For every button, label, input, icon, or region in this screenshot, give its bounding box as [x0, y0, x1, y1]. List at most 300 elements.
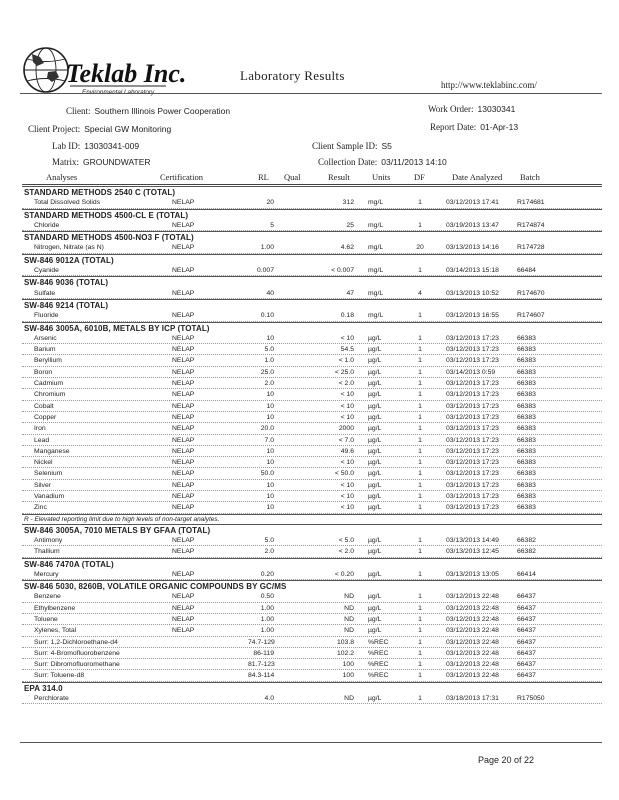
cell-analyte: Beryllium [34, 357, 62, 365]
col-batch: Batch [520, 172, 540, 182]
cell-date-analyzed: 03/12/2013 22:48 [446, 638, 499, 646]
cell-result: < 10 [340, 459, 354, 467]
footer-divider [20, 742, 602, 743]
cell-batch: 66437 [517, 661, 536, 669]
cell-rl: 5.0 [264, 536, 274, 544]
cell-result: ND [344, 627, 354, 635]
cell-result: < 10 [340, 481, 354, 489]
cell-date-analyzed: 03/12/2013 22:48 [446, 615, 499, 623]
cell-analyte: Ethylbenzene [34, 604, 76, 612]
cell-date-analyzed: 03/12/2013 17:23 [446, 357, 499, 365]
cell-certification: NELAP [172, 504, 195, 512]
cell-df: 1 [418, 357, 422, 365]
cell-certification: NELAP [172, 570, 195, 578]
cell-certification: NELAP [172, 402, 195, 410]
cell-rl: 25.0 [260, 368, 274, 376]
cell-certification: NELAP [172, 447, 195, 455]
cell-analyte: Benzene [34, 593, 61, 601]
cell-analyte: Chromium [34, 391, 66, 399]
cell-rl: 40 [266, 289, 274, 297]
cell-batch: R174670 [517, 289, 545, 297]
cell-df: 1 [418, 570, 422, 578]
table-row [22, 468, 602, 479]
cell-batch: 66437 [517, 615, 536, 623]
cell-batch: 66383 [517, 470, 536, 478]
cell-units: µg/L [368, 436, 382, 444]
cell-date-analyzed: 03/12/2013 16:55 [446, 312, 499, 320]
cell-rl: 0.50 [260, 593, 274, 601]
cell-df: 4 [418, 289, 422, 297]
table-row [22, 288, 602, 299]
sample-id-label: Client Sample ID: [312, 141, 378, 151]
cell-rl: 0.007 [256, 267, 274, 275]
cell-units: µg/L [368, 391, 382, 399]
cell-batch: 66383 [517, 413, 536, 421]
cell-batch: 66484 [517, 267, 536, 275]
table-row [22, 546, 602, 557]
cell-df: 1 [418, 604, 422, 612]
cell-df: 1 [418, 413, 422, 421]
cell-date-analyzed: 03/12/2013 17:23 [446, 380, 499, 388]
cell-rl: 1.00 [260, 627, 274, 635]
cell-df: 1 [418, 334, 422, 342]
project-label: Client Project: [28, 124, 81, 134]
cell-certification: NELAP [172, 593, 195, 601]
cell-date-analyzed: 03/12/2013 17:23 [446, 413, 499, 421]
cell-batch: R174874 [517, 221, 545, 229]
method-heading: SW-846 3005A, 6010B, METALS BY ICP (TOTAL) [22, 322, 602, 333]
cell-units: %REC [368, 649, 389, 657]
method-heading: SW-846 9036 (TOTAL) [22, 276, 602, 287]
cell-analyte: Antimony [34, 536, 63, 544]
table-row [22, 659, 602, 670]
cell-rl: 2.0 [264, 380, 274, 388]
cell-batch: 66383 [517, 402, 536, 410]
cell-date-analyzed: 03/12/2013 17:23 [446, 459, 499, 467]
table-row [22, 242, 602, 253]
cell-df: 1 [418, 615, 422, 623]
cell-units: %REC [368, 661, 389, 669]
project-line [28, 124, 171, 134]
cell-date-analyzed: 03/12/2013 17:23 [446, 504, 499, 512]
work-order-line [428, 104, 515, 114]
cell-batch: 66437 [517, 638, 536, 646]
cell-certification: NELAP [172, 481, 195, 489]
cell-units: mg/L [368, 267, 384, 275]
cell-units: µg/L [368, 536, 382, 544]
cell-df: 1 [418, 368, 422, 376]
table-row [22, 355, 602, 366]
cell-result: < 7.0 [338, 436, 354, 444]
cell-date-analyzed: 03/12/2013 17:23 [446, 481, 499, 489]
cell-analyte: Nitrogen, Nitrate (as N) [34, 244, 104, 252]
table-row [22, 344, 602, 355]
cell-date-analyzed: 03/12/2013 22:48 [446, 649, 499, 657]
cell-result: ND [344, 593, 354, 601]
cell-units: µg/L [368, 504, 382, 512]
cell-date-analyzed: 03/19/2013 13:47 [446, 221, 499, 229]
cell-df: 1 [418, 672, 422, 680]
work-order-label: Work Order: [428, 104, 474, 114]
page-number: Page 20 of 22 [478, 755, 535, 765]
cell-rl: 1.00 [260, 244, 274, 252]
cell-certification: NELAP [172, 436, 195, 444]
cell-result: 54.5 [340, 346, 354, 354]
cell-certification: NELAP [172, 199, 195, 207]
cell-units: µg/L [368, 413, 382, 421]
cell-batch: 66437 [517, 604, 536, 612]
cell-result: < 1.0 [338, 357, 354, 365]
cell-certification: NELAP [172, 536, 195, 544]
col-analyses: Analyses [46, 172, 78, 182]
cell-rl: 10 [266, 481, 274, 489]
cell-date-analyzed: 03/13/2013 10:52 [446, 289, 499, 297]
cell-result: 4.62 [340, 244, 354, 252]
cell-date-analyzed: 03/12/2013 17:23 [446, 470, 499, 478]
cell-analyte: Copper [34, 413, 57, 421]
cell-units: µg/L [368, 615, 382, 623]
cell-batch: 66383 [517, 447, 536, 455]
cell-batch: 66383 [517, 346, 536, 354]
cell-df: 1 [418, 402, 422, 410]
globe-icon [24, 48, 68, 92]
cell-df: 20 [416, 244, 424, 252]
table-row [22, 378, 602, 389]
cell-rl: 10 [266, 413, 274, 421]
cell-df: 1 [418, 470, 422, 478]
cell-date-analyzed: 03/13/2013 12:45 [446, 548, 499, 556]
table-row [22, 265, 602, 276]
sample-id-line [312, 141, 392, 151]
cell-result: < 10 [340, 334, 354, 342]
cell-df: 1 [418, 312, 422, 320]
col-date-analyzed: Date Analyzed [452, 172, 503, 182]
cell-date-analyzed: 03/13/2013 13:05 [446, 570, 499, 578]
cell-batch: 66383 [517, 334, 536, 342]
cell-analyte: Surr: Dibromofluoromethane [34, 661, 120, 669]
cell-units: µg/L [368, 459, 382, 467]
cell-analyte: Iron [34, 425, 46, 433]
cell-certification: NELAP [172, 289, 195, 297]
cell-units: µg/L [368, 380, 382, 388]
svg-text:Teklab Inc.: Teklab Inc. [66, 59, 187, 88]
cell-date-analyzed: 03/12/2013 22:48 [446, 593, 499, 601]
cell-rl: 5.0 [264, 346, 274, 354]
cell-date-analyzed: 03/13/2013 14:16 [446, 244, 499, 252]
cell-certification: NELAP [172, 425, 195, 433]
cell-units: µg/L [368, 470, 382, 478]
cell-analyte: Thallium [34, 548, 60, 556]
cell-df: 1 [418, 267, 422, 275]
table-row [22, 457, 602, 468]
cell-analyte: Selenium [34, 470, 63, 478]
client-line [66, 106, 230, 116]
table-row [22, 197, 602, 208]
cell-analyte: Surr: 4-Bromofluorobenzene [34, 649, 120, 657]
cell-date-analyzed: 03/12/2013 17:23 [446, 493, 499, 501]
cell-df: 1 [418, 199, 422, 207]
page-title: Laboratory Results [240, 68, 345, 83]
cell-date-analyzed: 03/12/2013 17:23 [446, 402, 499, 410]
table-row [22, 502, 602, 513]
method-heading: SW-846 9012A (TOTAL) [22, 254, 602, 265]
cell-batch: 66437 [517, 627, 536, 635]
method-heading: STANDARD METHODS 2540 C (TOTAL) [22, 186, 602, 197]
cell-df: 1 [418, 481, 422, 489]
cell-rl: 1.00 [260, 615, 274, 623]
method-heading: SW-846 5030, 8260B, VOLATILE ORGANIC COMPOUNDS BY GC/MS [22, 580, 602, 591]
report-date-label: Report Date: [430, 122, 477, 132]
cell-batch: 66383 [517, 368, 536, 376]
cell-result: ND [344, 615, 354, 623]
cell-certification: NELAP [172, 346, 195, 354]
cell-analyte: Barium [34, 346, 56, 354]
table-row [22, 367, 602, 378]
header-divider [20, 93, 602, 94]
cell-batch: R174681 [517, 199, 545, 207]
cell-analyte: Cadmium [34, 380, 64, 388]
cell-rl: 10 [266, 504, 274, 512]
cell-analyte: Cobalt [34, 402, 54, 410]
table-row [22, 310, 602, 321]
cell-result: < 10 [340, 391, 354, 399]
cell-rl: 4.0 [264, 695, 274, 703]
col-certification: Certification [160, 172, 203, 182]
cell-analyte: Boron [34, 368, 53, 376]
matrix-value: GROUNDWATER [83, 157, 151, 167]
cell-certification: NELAP [172, 334, 195, 342]
cell-rl: 0.10 [260, 312, 274, 320]
cell-units: µg/L [368, 402, 382, 410]
cell-units: µg/L [368, 627, 382, 635]
cell-result: ND [344, 695, 354, 703]
cell-certification: NELAP [172, 244, 195, 252]
cell-certification: NELAP [172, 391, 195, 399]
cell-result: < 2.0 [338, 548, 354, 556]
cell-batch: 66437 [517, 593, 536, 601]
cell-df: 1 [418, 425, 422, 433]
teklab-logo [20, 44, 187, 98]
cell-rl: 10 [266, 447, 274, 455]
cell-df: 1 [418, 695, 422, 703]
table-row [22, 637, 602, 648]
cell-analyte: Sulfate [34, 289, 56, 297]
cell-units: µg/L [368, 425, 382, 433]
cell-analyte: Toluene [34, 615, 58, 623]
cell-certification: NELAP [172, 380, 195, 388]
col-result: Result [328, 172, 350, 182]
cell-units: µg/L [368, 447, 382, 455]
cell-units: mg/L [368, 312, 384, 320]
cell-rl: 10 [266, 334, 274, 342]
collection-value: 03/11/2013 14:10 [381, 157, 447, 167]
method-heading: STANDARD METHODS 4500-CL E (TOTAL) [22, 209, 602, 220]
table-row [22, 446, 602, 457]
cell-certification: NELAP [172, 470, 195, 478]
cell-batch: 66383 [517, 493, 536, 501]
cell-result: < 10 [340, 402, 354, 410]
col-units: Units [372, 172, 391, 182]
cell-date-analyzed: 03/12/2013 22:48 [446, 661, 499, 669]
cell-rl: 1.00 [260, 604, 274, 612]
cell-batch: 66383 [517, 481, 536, 489]
collection-line [318, 157, 447, 167]
cell-date-analyzed: 03/12/2013 17:23 [446, 346, 499, 354]
cell-df: 1 [418, 649, 422, 657]
method-heading: EPA 314.0 [22, 682, 602, 693]
col-df: DF [414, 172, 425, 182]
cell-df: 1 [418, 661, 422, 669]
cell-df: 1 [418, 436, 422, 444]
lab-id-label: Lab ID: [52, 141, 81, 151]
cell-analyte: Mercury [34, 570, 59, 578]
cell-date-analyzed: 03/12/2013 17:23 [446, 447, 499, 455]
cell-date-analyzed: 03/18/2013 17:31 [446, 695, 499, 703]
cell-units: mg/L [368, 221, 384, 229]
table-row [22, 693, 602, 704]
cell-result: ND [344, 604, 354, 612]
cell-analyte: Arsenic [34, 334, 57, 342]
cell-batch: R175050 [517, 695, 545, 703]
cell-df: 1 [418, 459, 422, 467]
cell-result: 102.2 [336, 649, 354, 657]
cell-batch: 66437 [517, 672, 536, 680]
cell-date-analyzed: 03/14/2013 0:59 [446, 368, 496, 376]
cell-date-analyzed: 03/13/2013 14:49 [446, 536, 499, 544]
cell-certification: NELAP [172, 627, 195, 635]
method-heading: SW-846 9214 (TOTAL) [22, 299, 602, 310]
table-row [22, 614, 602, 625]
cell-batch: 66383 [517, 425, 536, 433]
cell-analyte: Chloride [34, 221, 60, 229]
cell-units: mg/L [368, 289, 384, 297]
cell-rl: 0.20 [260, 570, 274, 578]
cell-result: 103.8 [336, 638, 354, 646]
cell-result: 100 [342, 661, 354, 669]
cell-certification: NELAP [172, 493, 195, 501]
cell-certification: NELAP [172, 357, 195, 365]
cell-certification: NELAP [172, 459, 195, 467]
table-row [22, 412, 602, 423]
cell-rl: 84.3-114 [248, 672, 275, 680]
cell-result: 312 [342, 199, 354, 207]
cell-rl: 5 [270, 221, 274, 229]
cell-certification: NELAP [172, 413, 195, 421]
lab-id-value: 13030341-009 [84, 141, 140, 151]
cell-certification: NELAP [172, 221, 195, 229]
table-row [22, 603, 602, 614]
results-table [22, 186, 602, 704]
cell-batch: R174607 [517, 312, 545, 320]
cell-rl: 74.7-129 [248, 638, 275, 646]
table-row [22, 401, 602, 412]
col-rl: RL [258, 172, 269, 182]
cell-batch: 66383 [517, 504, 536, 512]
method-heading: SW-846 3005A, 7010 METALS BY GFAA (TOTAL) [22, 524, 602, 535]
table-row [22, 591, 602, 602]
cell-date-analyzed: 03/12/2013 17:23 [446, 334, 499, 342]
cell-analyte: Silver [34, 481, 51, 489]
table-row [22, 435, 602, 446]
cell-certification: NELAP [172, 604, 195, 612]
table-row [22, 220, 602, 231]
table-row [22, 491, 602, 502]
col-qual: Qual [284, 172, 301, 182]
cell-date-analyzed: 03/14/2013 15:18 [446, 267, 499, 275]
cell-date-analyzed: 03/12/2013 17:23 [446, 391, 499, 399]
cell-analyte: Lead [34, 436, 50, 444]
footnote: R - Elevated reporting limit due to high levels of non-target analytes. [22, 514, 602, 524]
cell-units: µg/L [368, 357, 382, 365]
website-link[interactable]: http://www.teklabinc.com/ [441, 80, 537, 90]
cell-date-analyzed: 03/12/2013 22:48 [446, 604, 499, 612]
cell-rl: 86-119 [253, 649, 274, 657]
cell-df: 1 [418, 391, 422, 399]
cell-units: µg/L [368, 493, 382, 501]
report-date-line [430, 122, 518, 132]
cell-df: 1 [418, 221, 422, 229]
cell-rl: 50.0 [260, 470, 274, 478]
cell-batch: R174728 [517, 244, 545, 252]
cell-units: µg/L [368, 570, 382, 578]
cell-units: %REC [368, 672, 389, 680]
cell-batch: 66382 [517, 536, 536, 544]
table-row [22, 569, 602, 580]
cell-result: 0.18 [340, 312, 354, 320]
cell-rl: 81.7-123 [248, 661, 275, 669]
cell-rl: 10 [266, 459, 274, 467]
cell-df: 1 [418, 447, 422, 455]
cell-df: 1 [418, 593, 422, 601]
report-date-value: 01-Apr-13 [480, 122, 519, 132]
cell-units: µg/L [368, 604, 382, 612]
cell-date-analyzed: 03/12/2013 22:48 [446, 672, 499, 680]
cell-units: µg/L [368, 695, 382, 703]
cell-units: µg/L [368, 593, 382, 601]
cell-result: < 10 [340, 413, 354, 421]
sample-id-value: S5 [381, 141, 392, 151]
cell-batch: 66383 [517, 380, 536, 388]
cell-date-analyzed: 03/12/2013 17:23 [446, 425, 499, 433]
table-row [22, 389, 602, 400]
cell-result: < 25.0 [334, 368, 354, 376]
cell-batch: 66437 [517, 649, 536, 657]
cell-date-analyzed: 03/12/2013 17:41 [446, 199, 499, 207]
table-row [22, 423, 602, 434]
method-heading: STANDARD METHODS 4500-NO3 F (TOTAL) [22, 231, 602, 242]
cell-certification: NELAP [172, 548, 195, 556]
cell-rl: 10 [266, 402, 274, 410]
cell-result: 2000 [338, 425, 354, 433]
cell-batch: 66383 [517, 391, 536, 399]
cell-df: 1 [418, 493, 422, 501]
cell-certification: NELAP [172, 312, 195, 320]
cell-analyte: Surr: Toluene-d8 [34, 672, 85, 680]
cell-rl: 20 [266, 199, 274, 207]
cell-result: < 0.007 [331, 267, 354, 275]
cell-rl: 7.0 [264, 436, 274, 444]
cell-batch: 66383 [517, 357, 536, 365]
cell-analyte: Manganese [34, 447, 70, 455]
cell-analyte: Fluoride [34, 312, 59, 320]
cell-df: 1 [418, 627, 422, 635]
table-row [22, 625, 602, 636]
cell-df: 1 [418, 380, 422, 388]
table-row [22, 670, 602, 681]
cell-rl: 2.0 [264, 548, 274, 556]
matrix-label: Matrix: [52, 157, 79, 167]
cell-analyte: Vanadium [34, 493, 65, 501]
